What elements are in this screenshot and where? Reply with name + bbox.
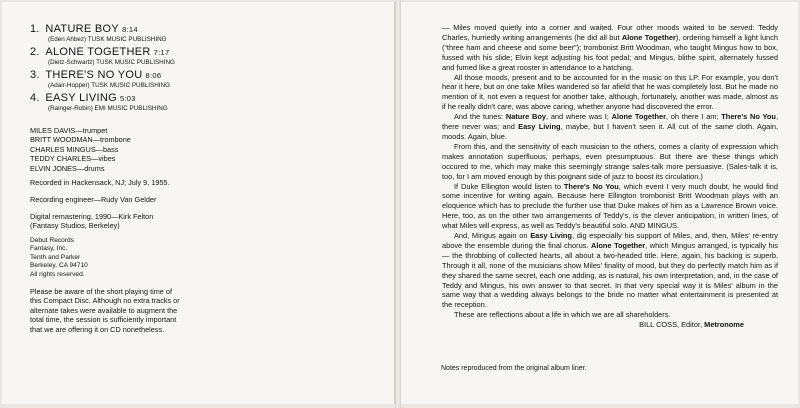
track-title: EASY LIVING [45, 92, 117, 104]
remastering-credit [30, 212, 153, 231]
right-page [401, 2, 798, 404]
notes-paragraph: — Miles moved quietly into a corner and waited. Four other moods waited to be served: Teddy Charles, hurriedly writing arrangements (he did all but Alone Together), ordering himself a light lunch (“three ham and cheese and some beer”); trombonist Britt Woodman, who taught Mingus how to box, fussed with his slide; Elvin kept adjusting his foot pedal; and Mingus, blithe spirit, alternately fussed and fumed like a great rooster in attendance to a hatching. [442, 23, 778, 72]
disclaimer-line: total time, the session is sufficiently important [30, 315, 177, 325]
tune-title: Easy Living [530, 231, 572, 241]
personnel-item: BRITT WOODMAN—trombone [30, 135, 131, 145]
left-page [2, 2, 395, 404]
recording-engineer: Recording engineer—Rudy Van Gelder [30, 195, 157, 204]
track-title: ALONE TOGETHER [45, 46, 151, 58]
notes-paragraph: If Duke Ellington would listen to There's No You, which event I very much doubt, he would find some incentive for writing again. Because here Ellington trombonist Britt Woodman plays with an eloquence which has to preclude the further use that Duke makes of him as a Lawrence Brown voice. Here, too, as on the other two arrangements of Teddy's, is the clever anticipation, in written lines, of what Miles will express, as well as Teddy's beautiful solo. AND MINGUS. [442, 181, 778, 231]
disclaimer-line: this Compact Disc. Although no extra tracks or [30, 296, 180, 306]
notes-paragraph: And, Mingus again on Easy Living, dig especially his support of Miles, and, then, Miles' re-entry above the ensemble during the final chorus. Alone Together, which Mingus arranged, is typically his — the throbbing of collected hearts, all about a two-headed title. Here, again, his backing is superb. Through it all, none of the musicians show Miles' finality of mood, but they do perfectly match him as if they shared the same secret, each one adding, as is natural, his own interpretation, and, in the case of Teddy and Mingus, his own answer to that secret. In that very special way it is Miles' album in the same way that a wedding always belongs to the bride no matter what entertainment is presented at the reception. [442, 231, 778, 310]
personnel-item: ELVIN JONES—drums [30, 163, 105, 173]
track-credit: (Dietz-Schwartz) TUSK MUSIC PUBLISHING [48, 59, 175, 66]
disclaimer-line: that we are offering it on CD nonetheless. [30, 324, 165, 334]
tune-title: There's No You [563, 181, 619, 191]
notes-paragraph: From this, and the sensitivity of each musician to the others, comes a clarity of expression which makes annotation superfluous, perhaps, even presumptuous. But there are these things which occured to me, which may make this seemingly strange sales-talk more persuasive. (Sales-talk it is, too, for I am moved enough by this poignant side of jazz to boost its circulation.) [442, 141, 778, 181]
track-credit: (Adair-Hopper) TUSK MUSIC PUBLISHING [48, 82, 171, 89]
disclaimer-line: Please be aware of the short playing time of [30, 287, 172, 296]
footnote: Notes reproduced from the original album liner. [441, 365, 587, 372]
track-number: 3. [30, 69, 40, 81]
track-credit: (Rainger-Robin) EMI MUSIC PUBLISHING [48, 105, 168, 112]
disclaimer-line: alternate takes were available to augment the [30, 305, 178, 315]
personnel-item: TEDDY CHARLES—vibes [30, 154, 116, 164]
address-line: Berkeley, CA 94710 [30, 262, 88, 270]
address-line: Fantasy, Inc. [30, 245, 68, 253]
track-item [30, 69, 290, 89]
track-number: 1. [30, 23, 40, 35]
remaster-line: Digital remastering, 1990—Kirk Felton [30, 212, 154, 221]
track-item [30, 46, 290, 66]
notes-paragraph: All those moods, present and to be accounted for in the music on this LP. For example, you don't hear it here, but on one take Miles wandered so far afield that he was completely lost. But he made no mention of it, not even a request for another take, although, fortunately, another was made, almost as if he really didn't care, was above caring, whether anyone had discovered the error. [442, 72, 778, 112]
track-time: 8:06 [145, 71, 162, 80]
track-credit: (Eden Ahbez) TUSK MUSIC PUBLISHING [48, 36, 167, 43]
track-item [30, 92, 290, 112]
address-line: Debut Records [30, 237, 74, 244]
track-title: NATURE BOY [45, 23, 120, 35]
remaster-line: (Fantasy Studios, Berkeley) [30, 221, 120, 231]
notes-paragraph: These are reflections about a life in which we are all shareholders. [454, 310, 671, 320]
tune-title: Easy Living [518, 122, 561, 132]
track-number: 4. [30, 92, 40, 104]
tune-title: Alone Together [611, 112, 666, 122]
tune-title: Alone Together [590, 240, 646, 250]
playing-time-disclaimer [30, 287, 180, 334]
track-list [30, 23, 290, 115]
address-line: All rights reserved. [30, 270, 85, 278]
personnel-item: MILES DAVIS—trumpet [30, 126, 108, 135]
notes-paragraph: And the tunes: Nature Boy, and where was I; Alone Together, oh there I am; There's No You, there never was; and Easy Living, maybe, but I haven't seen it. All cut of the same cloth. Again, moods. Again, blue. [442, 112, 779, 141]
personnel-item: CHARLES MINGUS—bass [30, 144, 119, 154]
track-time: 5:03 [119, 94, 136, 103]
tune-title: There's No You [721, 112, 776, 122]
signature: BILL COSS, Editor, Metronome [639, 320, 744, 330]
recording-info: Recorded in Hackensack, NJ; July 9, 1955. [30, 178, 170, 187]
liner-notes [442, 23, 778, 330]
track-time: 8:14 [122, 25, 138, 34]
track-time: 7:17 [153, 48, 170, 57]
personnel-list [30, 126, 131, 173]
label-address [30, 237, 88, 279]
track-title: THERE'S NO YOU [45, 69, 143, 81]
track-item [30, 23, 290, 43]
tune-title: Alone Together [621, 32, 676, 42]
address-line: Tenth and Parker [30, 253, 81, 261]
tune-title: Nature Boy [505, 112, 546, 122]
track-number: 2. [30, 46, 40, 58]
